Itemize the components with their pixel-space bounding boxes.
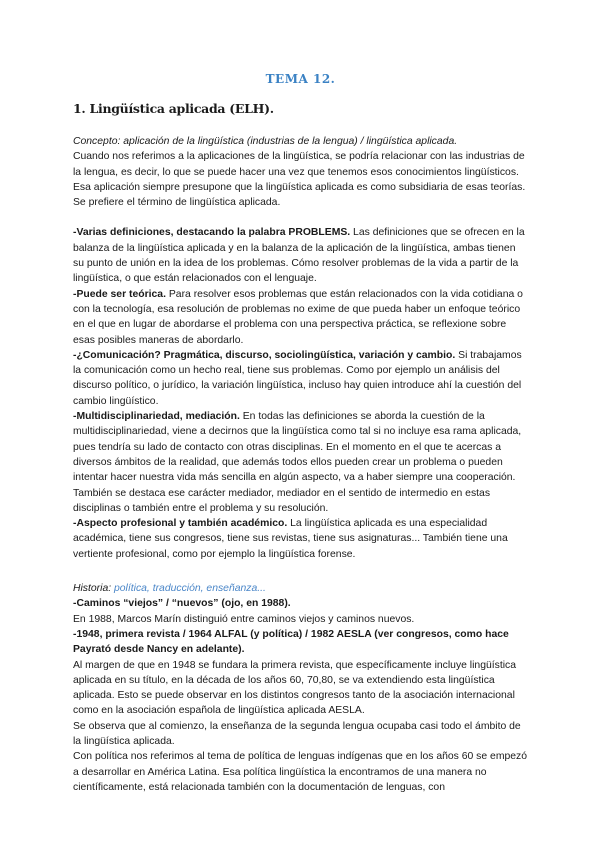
item-title: -Puede ser teórica.	[73, 288, 166, 300]
item-title: -Varias definiciones, destacando la palabra PROBLEMS.	[73, 227, 351, 239]
list-item	[73, 516, 528, 562]
politica-paragraph: Con política nos referimos al tema de política de lenguas indígenas que en los años 60 se empezó a desarrollar en América Latina. Esa política lingüística la encontramos de una manera no científicamente, está relacionada también con la documentación de lenguas, con	[73, 751, 528, 793]
historia-label-topics: política, traducción, enseñanza...	[114, 583, 266, 595]
revista-heading: -1948, primera revista / 1964 ALFAL (y política) / 1982 AESLA (ver congresos, como hace Payrató desde Nancy en adelante).	[73, 628, 509, 656]
spacer	[73, 210, 528, 225]
historia-label	[73, 581, 528, 596]
spacer	[73, 562, 528, 581]
item-title: -Aspecto profesional y también académico.	[73, 518, 288, 530]
list-item	[73, 225, 528, 286]
ensenanza-paragraph: Se observa que al comienzo, la enseñanza de la segunda lengua ocupaba casi todo el ámbito de la lingüística aplicada.	[73, 720, 521, 747]
item-text: Para resolver esos problemas que están relacionados con la vida cotidiana o con la tecnología, esa resolución de problemas no exime de que pueda haber un enfoque teórico en el que en lugar de abordarse el problema con una perspectiva práctica, se reflexione sobre esas posibles maneras de abordarlo.	[73, 288, 523, 346]
caminos-heading: -Caminos “viejos” / “nuevos” (ojo, en 1988).	[73, 598, 291, 610]
section-heading: 1. Lingüística aplicada (ELH).	[73, 101, 274, 116]
item-text: En todas las definiciones se aborda la cuestión de la multidisciplinariedad, viene a decirnos que la lingüística como tal si no incluye esa rama aplicada, pues tendría su lado de contacto con otras disciplinas. En el momento en el que te acercas a diversos ámbitos de la realidad, que además todos ellos pueden crear un problema o pueden intentar hacer nuestra vida más sencilla en algún aspecto, va a haber siempre una cooperación. También se destaca ese carácter mediador, mediador en el sentido de intermedio en estas disciplinas o también entre el problema y su resolución.	[73, 411, 522, 514]
list-item	[73, 287, 528, 348]
item-title: -¿Comunicación? Pragmática, discurso, sociolingüística, variación y cambio.	[73, 349, 456, 361]
item-text: La lingüística aplicada es una especialidad académica, tiene sus congresos, tiene sus revistas, tiene sus asignaturas... También tiene una vertiente profesional, como por ejemplo la lingüística forense.	[73, 518, 508, 560]
item-title: -Multidisciplinariedad, mediación.	[73, 411, 240, 423]
document-title: TEMA 12.	[265, 72, 336, 86]
caminos-paragraph: En 1988, Marcos Marín distinguió entre caminos viejos y caminos nuevos.	[73, 613, 415, 625]
item-text: Si trabajamos la comunicación como un hecho real, tiene sus problemas. Como por ejemplo un análisis del discurso político, o jurídico, la variación lingüística, incluso hay quien introduce ahí la cuestión del cambio lingüístico.	[73, 349, 522, 407]
concepto-label: Concepto: aplicación de la lingüística (industrias de la lengua) / lingüística aplicada.	[73, 136, 458, 147]
list-item	[73, 409, 528, 516]
historia-label-text: Historia:	[73, 583, 114, 595]
item-text: Las definiciones que se ofrecen en la balanza de la lingüística aplicada y en la balanza de la aplicación de la lingüística, ambas tienen su punto de unión en la idea de los problemas. Cómo resolver problemas de la vida a partir de la lingüística, o que están relacionados con el lenguaje.	[73, 227, 525, 285]
revista-paragraph: Al margen de que en 1948 se fundara la primera revista, que específicamente incluye lingüística aplicada en su título, en la década de los años 60, 70,80, se va extendiendo esta lingüística aplicada. Esto se puede observar en los distintos congresos tanto de la asociación internacional como en la asociación española de lingüística aplicada AESLA.	[73, 659, 517, 717]
concepto-paragraph: Cuando nos referimos a la aplicaciones de la lingüística, se podría relacionar con las industrias de la lengua, es decir, lo que se puede hacer una vez que tenemos esos conocimientos lingüísticos. Esa aplicación siempre presupone que la lingüística aplicada es como subsidiaria de esas teorías. Se prefiere el término de lingüística aplicada.	[73, 151, 526, 209]
document-body	[73, 134, 528, 795]
list-item	[73, 348, 528, 409]
